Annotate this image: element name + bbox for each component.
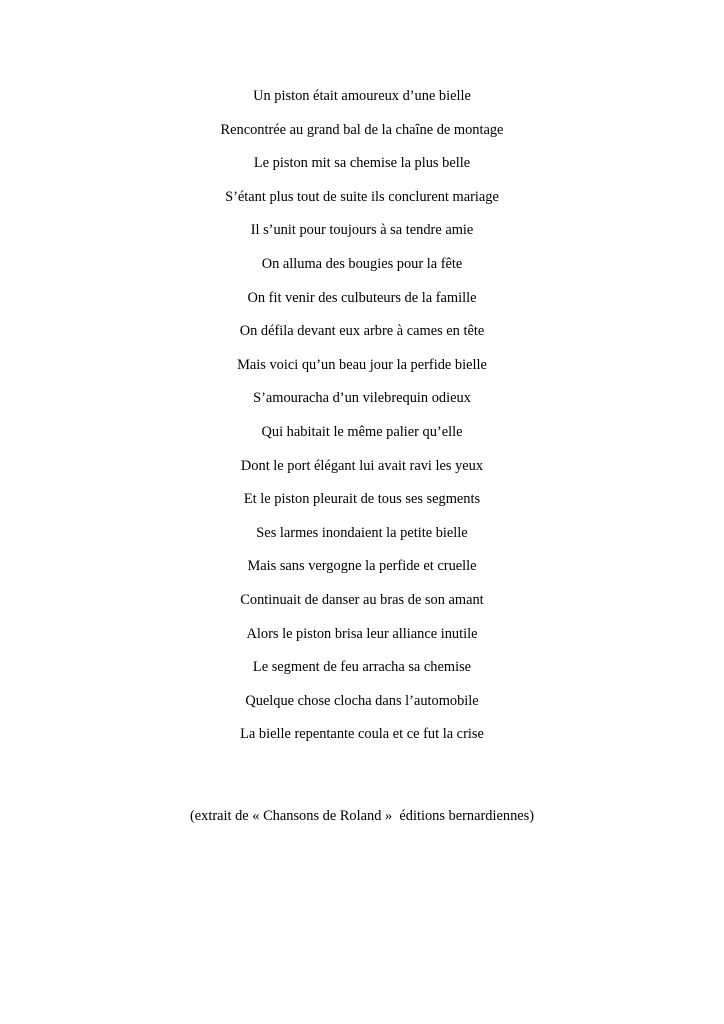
poem-line: Continuait de danser au bras de son amant (240, 591, 484, 608)
source-citation: (extrait de « Chansons de Roland » éditions bernardiennes) (189, 808, 535, 825)
poem-line: Alors le piston brisa leur alliance inutile (246, 625, 478, 642)
poem-line: Il s’unit pour toujours à sa tendre amie (250, 222, 474, 239)
poem-line: Mais voici qu’un beau jour la perfide bielle (237, 356, 487, 373)
poem-line: S’étant plus tout de suite ils conclurent mariage (225, 188, 499, 205)
poem-line: Un piston était amoureux d’une bielle (253, 88, 471, 104)
poem-line: La bielle repentante coula et ce fut la crise (240, 726, 484, 743)
poem-line: On alluma des bougies pour la fête (261, 255, 463, 272)
poem-line: Ses larmes inondaient la petite bielle (256, 524, 468, 541)
poem-line: On fit venir des culbuteurs de la famille (247, 289, 477, 306)
poem-line: S’amouracha d’un vilebrequin odieux (253, 390, 471, 407)
poem-line: On défila devant eux arbre à cames en tête (239, 323, 485, 340)
poem-line: Le segment de feu arracha sa chemise (252, 659, 472, 676)
poem-line: Dont le port élégant lui avait ravi les yeux (240, 457, 484, 474)
poem-line: Qui habitait le même palier qu’elle (261, 423, 463, 440)
poem-line: Quelque chose clocha dans l’automobile (245, 692, 479, 709)
poem-line: Et le piston pleurait de tous ses segments (243, 491, 481, 508)
poem (0, 84, 724, 756)
poem-line: Mais sans vergogne la perfide et cruelle (247, 558, 477, 575)
poem-line: Rencontrée au grand bal de la chaîne de montage (220, 121, 504, 138)
poem-line: Le piston mit sa chemise la plus belle (253, 155, 471, 172)
